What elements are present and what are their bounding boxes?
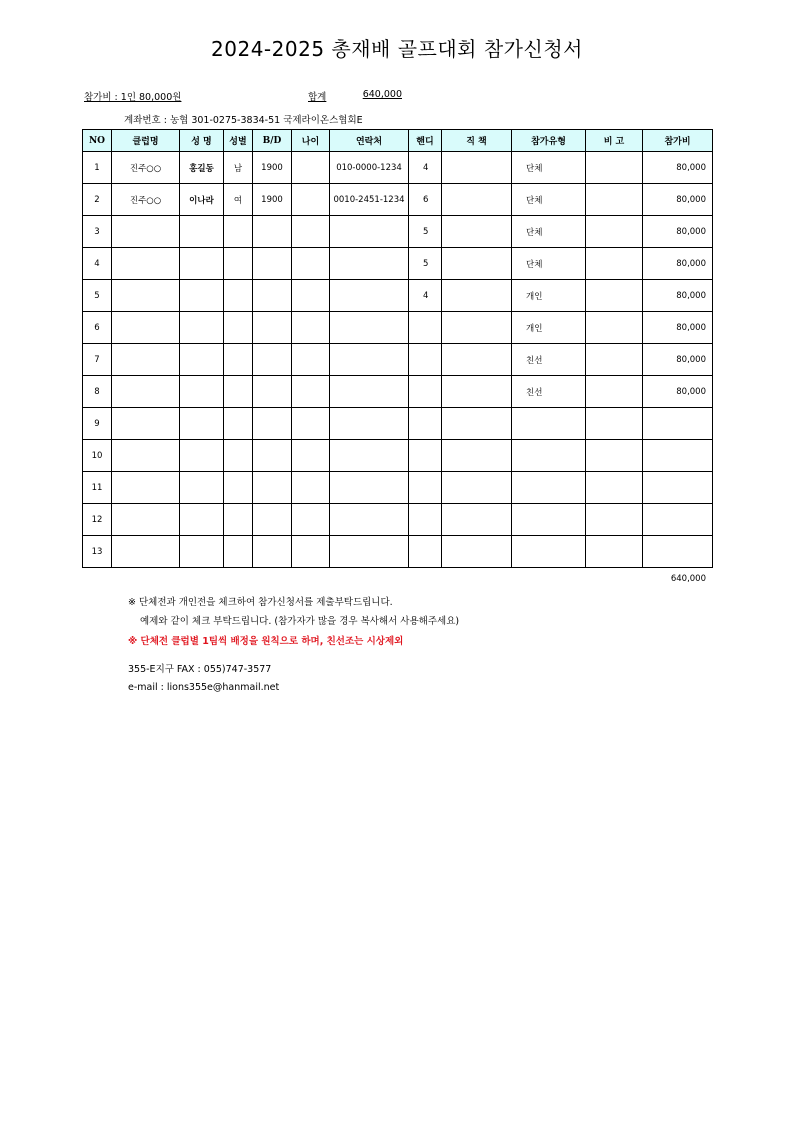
cell-phone <box>330 280 409 312</box>
cell-fee: 80,000 <box>643 344 713 376</box>
cell-handi <box>409 312 442 344</box>
cell-name <box>180 312 224 344</box>
cell-no: 5 <box>83 280 112 312</box>
cell-age <box>292 408 330 440</box>
header-name: 성 명 <box>180 130 224 152</box>
cell-type: 단체 <box>512 248 586 280</box>
cell-phone: 010-0000-1234 <box>330 152 409 184</box>
cell-no: 6 <box>83 312 112 344</box>
cell-phone <box>330 536 409 568</box>
cell-bd <box>253 472 292 504</box>
cell-bd: 1900 <box>253 184 292 216</box>
table-row <box>83 472 713 504</box>
cell-fee: 80,000 <box>643 280 713 312</box>
cell-phone <box>330 440 409 472</box>
cell-note <box>586 184 643 216</box>
cell-bd <box>253 280 292 312</box>
cell-bd <box>253 536 292 568</box>
cell-fee <box>643 440 713 472</box>
cell-handi <box>409 536 442 568</box>
cell-type: 개인 <box>512 280 586 312</box>
cell-note <box>586 152 643 184</box>
cell-club: 진주○○ <box>112 184 180 216</box>
cell-name: 홍길동 <box>180 152 224 184</box>
cell-no: 7 <box>83 344 112 376</box>
cell-club <box>112 536 180 568</box>
cell-phone <box>330 344 409 376</box>
cell-note <box>586 504 643 536</box>
cell-no: 9 <box>83 408 112 440</box>
registration-table <box>82 129 713 568</box>
cell-name <box>180 344 224 376</box>
note-instruction: ※ 단체전과 개인전을 체크하여 참가신청서를 제출부탁드립니다. <box>128 597 393 608</box>
cell-no: 4 <box>83 248 112 280</box>
cell-gender <box>224 536 253 568</box>
cell-handi <box>409 408 442 440</box>
cell-age <box>292 184 330 216</box>
header-position: 직 책 <box>442 130 512 152</box>
cell-gender: 남 <box>224 152 253 184</box>
cell-phone <box>330 216 409 248</box>
header-phone: 연락처 <box>330 130 409 152</box>
cell-gender <box>224 344 253 376</box>
cell-no: 1 <box>83 152 112 184</box>
cell-age <box>292 504 330 536</box>
cell-club <box>112 216 180 248</box>
cell-type: 단체 <box>512 216 586 248</box>
total-value: 640,000 <box>362 89 402 100</box>
cell-note <box>586 344 643 376</box>
cell-bd <box>253 504 292 536</box>
cell-handi <box>409 376 442 408</box>
cell-age <box>292 440 330 472</box>
note-example: 예제와 같이 체크 부탁드립니다. (참가자가 많을 경우 복사해서 사용해주세요) <box>140 616 460 627</box>
cell-type: 친선 <box>512 376 586 408</box>
table-row <box>83 536 713 568</box>
cell-type <box>512 408 586 440</box>
cell-fee: 80,000 <box>643 152 713 184</box>
note-warning: ※ 단체전 클럽별 1팀씩 배정을 원칙으로 하며, 친선조는 시상제외 <box>128 636 404 647</box>
cell-note <box>586 408 643 440</box>
cell-handi: 5 <box>409 248 442 280</box>
cell-gender <box>224 280 253 312</box>
cell-no: 12 <box>83 504 112 536</box>
cell-type <box>512 536 586 568</box>
table-row <box>83 312 713 344</box>
cell-handi: 4 <box>409 280 442 312</box>
cell-gender: 여 <box>224 184 253 216</box>
cell-gender <box>224 312 253 344</box>
cell-position <box>442 152 512 184</box>
cell-bd <box>253 344 292 376</box>
header-no: NO <box>83 130 112 152</box>
table-row <box>83 152 713 184</box>
cell-fee: 80,000 <box>643 312 713 344</box>
cell-club <box>112 504 180 536</box>
cell-type <box>512 440 586 472</box>
cell-fee <box>643 472 713 504</box>
cell-name <box>180 216 224 248</box>
cell-fee <box>643 504 713 536</box>
cell-bd <box>253 248 292 280</box>
cell-club <box>112 280 180 312</box>
cell-position <box>442 472 512 504</box>
cell-name <box>180 536 224 568</box>
cell-age <box>292 248 330 280</box>
header-note: 비 고 <box>586 130 643 152</box>
header-club: 클럽명 <box>112 130 180 152</box>
header-fee: 참가비 <box>643 130 713 152</box>
cell-position <box>442 504 512 536</box>
cell-gender <box>224 408 253 440</box>
table-header-row <box>83 130 713 152</box>
cell-name <box>180 440 224 472</box>
cell-age <box>292 376 330 408</box>
cell-age <box>292 280 330 312</box>
cell-position <box>442 376 512 408</box>
cell-fee: 80,000 <box>643 216 713 248</box>
cell-age <box>292 312 330 344</box>
cell-club <box>112 312 180 344</box>
total-label: 합계 <box>308 92 327 103</box>
cell-handi <box>409 440 442 472</box>
cell-handi: 5 <box>409 216 442 248</box>
cell-type: 단체 <box>512 152 586 184</box>
cell-club <box>112 376 180 408</box>
cell-phone <box>330 376 409 408</box>
cell-gender <box>224 440 253 472</box>
fee-per-person: 참가비 : 1인 80,000원 <box>84 92 182 103</box>
cell-fee: 80,000 <box>643 184 713 216</box>
cell-no: 3 <box>83 216 112 248</box>
cell-fee <box>643 408 713 440</box>
cell-handi <box>409 472 442 504</box>
cell-phone <box>330 504 409 536</box>
cell-name <box>180 280 224 312</box>
cell-note <box>586 312 643 344</box>
cell-club <box>112 344 180 376</box>
cell-bd <box>253 408 292 440</box>
cell-gender <box>224 248 253 280</box>
cell-phone <box>330 312 409 344</box>
cell-phone <box>330 248 409 280</box>
table-row <box>83 376 713 408</box>
cell-note <box>586 440 643 472</box>
cell-handi <box>409 344 442 376</box>
table-row <box>83 344 713 376</box>
cell-name <box>180 376 224 408</box>
cell-position <box>442 184 512 216</box>
cell-type: 개인 <box>512 312 586 344</box>
contact-fax: 355-E지구 FAX : 055)747-3577 <box>128 664 272 675</box>
cell-no: 10 <box>83 440 112 472</box>
cell-handi: 4 <box>409 152 442 184</box>
cell-bd <box>253 216 292 248</box>
cell-position <box>442 312 512 344</box>
table-row <box>83 248 713 280</box>
cell-club: 진주○○ <box>112 152 180 184</box>
header-handi: 핸디 <box>409 130 442 152</box>
cell-position <box>442 536 512 568</box>
cell-gender <box>224 472 253 504</box>
table-total: 640,000 <box>670 574 706 584</box>
header-gender: 성별 <box>224 130 253 152</box>
cell-age <box>292 472 330 504</box>
cell-no: 13 <box>83 536 112 568</box>
header-age: 나이 <box>292 130 330 152</box>
cell-handi: 6 <box>409 184 442 216</box>
header-bd: B/D <box>253 130 292 152</box>
cell-position <box>442 344 512 376</box>
cell-phone: 0010-2451-1234 <box>330 184 409 216</box>
cell-name <box>180 408 224 440</box>
cell-club <box>112 408 180 440</box>
cell-no: 2 <box>83 184 112 216</box>
cell-note <box>586 376 643 408</box>
cell-position <box>442 440 512 472</box>
cell-name <box>180 248 224 280</box>
cell-fee <box>643 536 713 568</box>
table-row <box>83 280 713 312</box>
cell-name: 이나라 <box>180 184 224 216</box>
cell-position <box>442 408 512 440</box>
cell-name <box>180 472 224 504</box>
cell-gender <box>224 376 253 408</box>
cell-name <box>180 504 224 536</box>
cell-note <box>586 536 643 568</box>
cell-age <box>292 216 330 248</box>
page-title: 2024-2025 총재배 골프대회 참가신청서 <box>211 37 583 61</box>
cell-club <box>112 440 180 472</box>
cell-phone <box>330 472 409 504</box>
cell-bd <box>253 440 292 472</box>
bank-account: 계좌번호 : 농협 301-0275-3834-51 국제라이온스협회E <box>124 115 363 126</box>
cell-club <box>112 472 180 504</box>
table-row <box>83 504 713 536</box>
cell-fee: 80,000 <box>643 248 713 280</box>
cell-phone <box>330 408 409 440</box>
cell-type <box>512 504 586 536</box>
cell-position <box>442 216 512 248</box>
cell-type: 단체 <box>512 184 586 216</box>
cell-position <box>442 280 512 312</box>
cell-no: 11 <box>83 472 112 504</box>
cell-type: 친선 <box>512 344 586 376</box>
table-row <box>83 408 713 440</box>
cell-no: 8 <box>83 376 112 408</box>
cell-bd <box>253 312 292 344</box>
cell-note <box>586 472 643 504</box>
cell-club <box>112 248 180 280</box>
cell-note <box>586 248 643 280</box>
cell-gender <box>224 504 253 536</box>
table-row <box>83 440 713 472</box>
cell-bd <box>253 376 292 408</box>
contact-email: e-mail : lions355e@hanmail.net <box>128 682 280 693</box>
table-row <box>83 216 713 248</box>
cell-note <box>586 280 643 312</box>
table-row <box>83 184 713 216</box>
cell-handi <box>409 504 442 536</box>
cell-bd: 1900 <box>253 152 292 184</box>
cell-note <box>586 216 643 248</box>
cell-fee: 80,000 <box>643 376 713 408</box>
cell-age <box>292 536 330 568</box>
cell-gender <box>224 216 253 248</box>
cell-age <box>292 152 330 184</box>
cell-position <box>442 248 512 280</box>
cell-type <box>512 472 586 504</box>
cell-age <box>292 344 330 376</box>
header-type: 참가유형 <box>512 130 586 152</box>
